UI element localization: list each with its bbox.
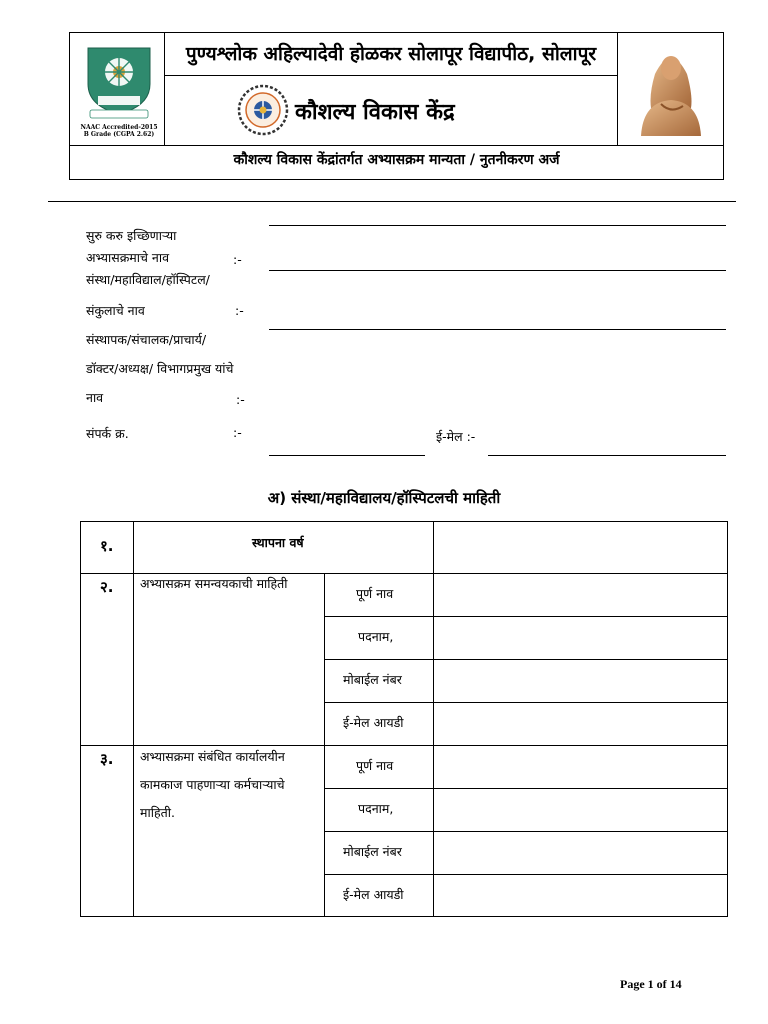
head-label-3: नाव	[86, 390, 104, 405]
subfield-label: ई-मेल आयडी	[343, 715, 404, 730]
staff-email-label-cell	[324, 874, 434, 917]
page-number: Page 1 of 14	[620, 977, 682, 991]
university-logo	[80, 44, 158, 124]
course-name-label-2: अभ्यासक्रमाचे नाव	[86, 250, 170, 265]
institution-label-2: संकुलाचे नाव	[86, 303, 145, 318]
contact-label: संपर्क क्र.	[86, 426, 129, 441]
header-divider-right	[617, 32, 618, 145]
section-a-title: अ) संस्था/महाविद्यालय/हॉस्पिटलची माहिती	[267, 489, 501, 507]
email-input-line[interactable]	[488, 455, 726, 456]
coordinator-mobile-value[interactable]	[433, 659, 728, 703]
head-colon: :-	[236, 392, 245, 407]
row-number: २.	[100, 578, 114, 596]
established-year-label: स्थापना वर्ष	[252, 535, 304, 550]
course-name-label-1: सुरु करु इच्छिणाऱ्या	[86, 228, 177, 243]
staff-designation-label-cell	[324, 788, 434, 832]
institution-label-1: संस्था/महाविद्याल/हॉस्पिटल/	[86, 272, 210, 287]
staff-fullname-label-cell	[324, 745, 434, 789]
subfield-label: पदनाम,	[358, 801, 394, 816]
coordinator-fullname-value[interactable]	[433, 573, 728, 617]
header-divider-mid	[164, 75, 617, 76]
subfield-label: पदनाम,	[358, 629, 394, 644]
row-2-number-cell	[80, 573, 134, 746]
office-staff-label-2: कामकाज पाहणाऱ्या कर्मचाऱ्याचे	[140, 777, 285, 792]
staff-fullname-value[interactable]	[433, 745, 728, 789]
accreditation-text	[74, 124, 164, 138]
subfield-label: ई-मेल आयडी	[343, 887, 404, 902]
contact-colon: :-	[233, 425, 242, 440]
row-number: ३.	[100, 750, 114, 768]
subfield-label: मोबाईल नंबर	[343, 844, 402, 859]
subfield-label: पूर्ण नाव	[356, 586, 394, 601]
office-staff-label-1: अभ्यासक्रमा संबंधित कार्यालयीन	[140, 749, 285, 764]
form-title: कौशल्य विकास केंद्रांतर्गत अभ्यासक्रम मान्यता / नुतनीकरण अर्ज	[233, 152, 560, 168]
row-3-number-cell	[80, 745, 134, 917]
coordinator-designation-label-cell	[324, 616, 434, 660]
coordinator-email-value[interactable]	[433, 702, 728, 746]
coordinator-email-label-cell	[324, 702, 434, 746]
university-name: पुण्यश्लोक अहिल्यादेवी होळकर सोलापूर विद्यापीठ, सोलापूर	[185, 43, 597, 65]
staff-mobile-label-cell	[324, 831, 434, 875]
coordinator-info-label: अभ्यासक्रम समन्वयकाची माहिती	[140, 576, 288, 591]
row-2-label-cell	[133, 573, 325, 746]
skill-center-emblem	[236, 83, 290, 137]
header-divider-bottom	[69, 145, 724, 146]
course-name-colon: :-	[233, 252, 242, 267]
coordinator-fullname-label-cell	[324, 573, 434, 617]
row-3-label-cell	[133, 745, 325, 917]
subfield-label: पूर्ण नाव	[356, 758, 394, 773]
staff-mobile-value[interactable]	[433, 831, 728, 875]
office-staff-label-3: माहिती.	[140, 805, 175, 820]
coordinator-designation-value[interactable]	[433, 616, 728, 660]
head-input-line[interactable]	[269, 329, 726, 330]
row-1-number-cell	[80, 521, 134, 574]
staff-email-value[interactable]	[433, 874, 728, 917]
head-label-1: संस्थापक/संचालक/प्राचार्य/	[86, 332, 207, 347]
course-name-input-line[interactable]	[269, 225, 726, 226]
staff-designation-value[interactable]	[433, 788, 728, 832]
contact-input-line[interactable]	[269, 455, 425, 456]
row-1-label-cell	[133, 521, 434, 574]
institution-colon: :-	[235, 303, 244, 318]
header-separator-line	[48, 201, 736, 202]
accreditation-line-1: NAAC Accredited-2015	[80, 124, 158, 131]
portrait-statue-image	[625, 44, 717, 136]
head-label-2: डॉक्टर/अध्यक्ष/ विभागप्रमुख यांचे	[86, 361, 234, 376]
established-year-value[interactable]	[433, 521, 728, 574]
center-name: कौशल्य विकास केंद्र	[295, 100, 455, 125]
accreditation-line-2: B Grade (CGPA 2.62)	[83, 131, 155, 138]
email-label: ई-मेल :-	[436, 429, 476, 444]
subfield-label: मोबाईल नंबर	[343, 672, 402, 687]
coordinator-mobile-label-cell	[324, 659, 434, 703]
row-number: १.	[100, 537, 114, 555]
institution-input-line[interactable]	[269, 270, 726, 271]
